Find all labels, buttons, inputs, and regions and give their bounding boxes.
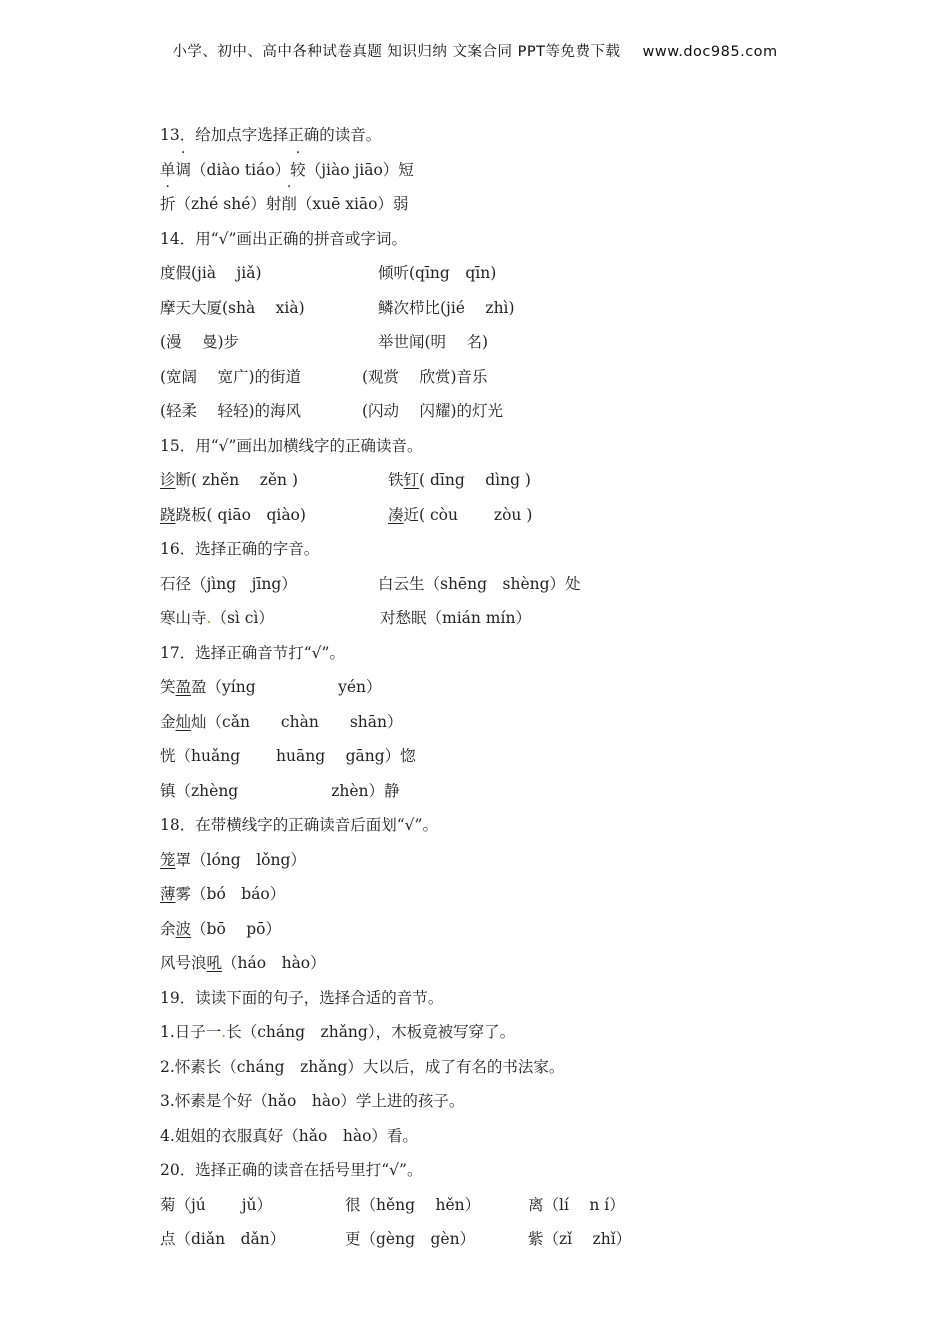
q19-sentence: 2.怀素长（cháng zhǎng）大以后，成了有名的书法家。 bbox=[160, 1057, 565, 1076]
header-site: www.doc985.com bbox=[642, 44, 778, 60]
q14-row: 度假(jià jiǎ) 倾听(qīng qīn) bbox=[160, 264, 497, 282]
dotted-char: 调 bbox=[175, 160, 192, 179]
green-dot-icon: . bbox=[221, 1023, 227, 1041]
q18-line: 薄雾（bó báo） bbox=[160, 885, 286, 903]
q14-title: 14．用“√”画出正确的拼音或字词。 bbox=[160, 229, 407, 248]
q18-line: 笼罩（lóng lǒng） bbox=[160, 850, 306, 869]
worksheet bbox=[160, 118, 920, 1257]
q15-row: 诊断( zhěn zěn ) 铁钉( dīng dìng ) bbox=[160, 471, 531, 489]
q20-row: 菊（jú jǔ） 很（hěng hěn） 离（lí n í） bbox=[160, 1195, 625, 1214]
q19-sentence: 3.怀素是个好（hǎo hào）学上进的孩子。 bbox=[160, 1092, 465, 1110]
q17-line: 笑盈盈（yíng yén） bbox=[160, 678, 382, 696]
q14-row: (轻柔 轻轻)的海风 (闪动 闪耀)的灯光 bbox=[160, 402, 504, 420]
q14-row: 摩天大厦(shà xià) 鳞次栉比(jié zhì) bbox=[160, 298, 515, 317]
q18-line: 风号浪吼（háo hào） bbox=[160, 954, 326, 972]
q17-line: 镇（zhèng zhèn）静 bbox=[160, 781, 400, 800]
q16-row: 石径（jìng jīng） 白云生（shēng shèng）处 bbox=[160, 574, 581, 593]
q16-row: 寒山寺.（sì cì） 对愁眠（mián mín） bbox=[160, 609, 531, 627]
q16-title: 16．选择正确的字音。 bbox=[160, 540, 320, 558]
q17-line: 恍（huǎng huāng gāng）惚 bbox=[160, 747, 416, 765]
q20-row: 点（diǎn dǎn） 更（gèng gèn） 紫（zǐ zhǐ） bbox=[160, 1230, 632, 1248]
q14-row: (漫 曼)步 举世闻(明 名) bbox=[160, 333, 489, 351]
header-text: 小学、初中、高中各种试卷真题 知识归纳 文案合同 PPT等免费下载 bbox=[172, 44, 621, 60]
page-header bbox=[0, 40, 950, 61]
underlined-char: 钉 bbox=[403, 471, 420, 489]
q17-line: 金灿灿（cǎn chàn shān） bbox=[160, 712, 403, 731]
q14-row: (宽阔 宽广)的街道 (观赏 欣赏)音乐 bbox=[160, 367, 488, 386]
underlined-char: 吼 bbox=[206, 954, 223, 972]
underlined-char: 笼 bbox=[160, 850, 176, 869]
underlined-char: 凑 bbox=[388, 505, 404, 524]
underlined-char: 盈 bbox=[175, 678, 192, 696]
q18-title: 18．在带横线字的正确读音后面划“√”。 bbox=[160, 816, 438, 834]
dotted-char: 较 bbox=[290, 160, 306, 179]
underlined-char: 灿 bbox=[175, 712, 192, 731]
underlined-char: 波 bbox=[175, 919, 192, 938]
q18-line: 余波（bō pō） bbox=[160, 919, 281, 938]
dotted-char: 折 bbox=[160, 195, 176, 213]
q13-line1: 单调（diào tiáo）较（jiào jiāo）短 bbox=[160, 160, 414, 179]
dotted-char: 削 bbox=[281, 195, 297, 213]
q13-line2: 折（zhé shé）射削（xuē xiāo）弱 bbox=[160, 195, 409, 213]
q20-title: 20．选择正确的读音在括号里打“√”。 bbox=[160, 1161, 423, 1179]
q15-title: 15．用“√”画出加横线字的正确读音。 bbox=[160, 436, 423, 455]
q17-title: 17．选择正确音节打“√”。 bbox=[160, 643, 345, 662]
q19-sentence: 4.姐姐的衣服真好（hǎo hào）看。 bbox=[160, 1126, 418, 1145]
q13-title: 13．给加点字选择正确的读音。 bbox=[160, 126, 382, 144]
underlined-char: 薄 bbox=[160, 885, 176, 903]
q15-row: 跷跷板( qiāo qiào) 凑近( còu zòu ) bbox=[160, 505, 533, 524]
q19-title: 19．读读下面的句子，选择合适的音节。 bbox=[160, 988, 444, 1007]
q19-sentence: 1.日子一.长（cháng zhǎng），木板竟被写穿了。 bbox=[160, 1023, 516, 1041]
underlined-char: 诊 bbox=[160, 471, 176, 489]
underlined-char: 跷 bbox=[160, 505, 176, 524]
green-dot-icon: . bbox=[206, 609, 212, 627]
